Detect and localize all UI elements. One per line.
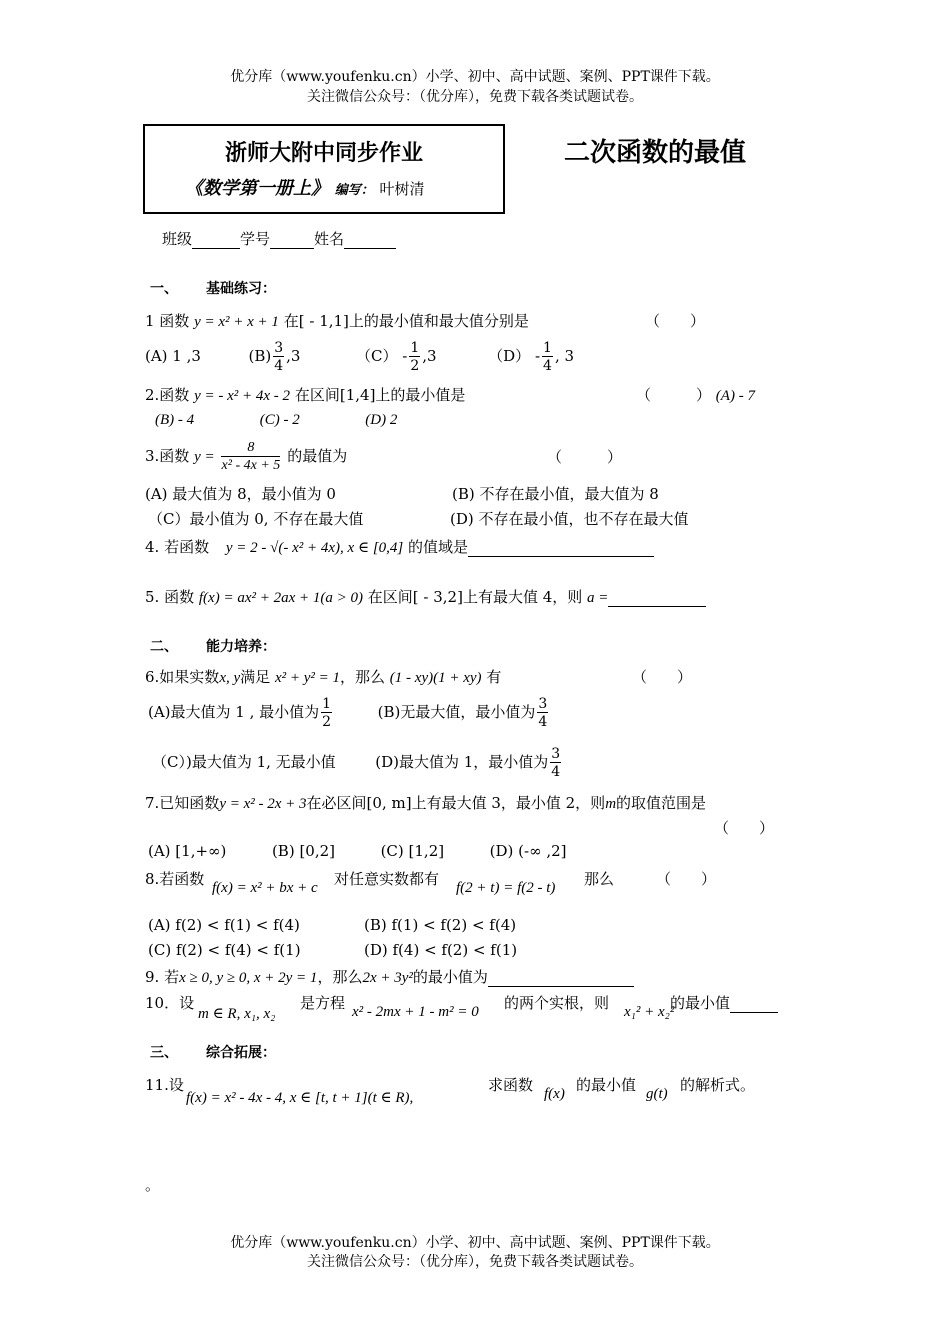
q3-option-b: (B) 不存在最小值，最大值为 8 bbox=[452, 485, 659, 503]
trailing-mark: 。 bbox=[145, 1176, 161, 1194]
q11-expr: f(x) = x² - 4x - 4, x ∈ [t, t + 1](t ∈ R), bbox=[186, 1090, 414, 1106]
q7-answer-paren: （ ） bbox=[714, 819, 775, 837]
q2-option-c: (C) - 2 bbox=[259, 412, 300, 428]
q10-eq: x² - 2mx + 1 - m² = 0 bbox=[352, 1004, 479, 1020]
q2-option-d: (D) 2 bbox=[365, 412, 398, 428]
question-6: 6.如果实数x, y满足 x² + y² = 1，那么 (1 - xy)(1 + xy) 有 bbox=[145, 668, 502, 686]
class-blank[interactable] bbox=[192, 248, 240, 249]
q6-options-row2 bbox=[152, 742, 563, 782]
question-5: 5. 函数 f(x) = ax² + 2ax + 1(a > 0) 在区间[ - 3,2]上有最大值 4，则 a = bbox=[145, 586, 706, 607]
q3-answer-paren: （ ） bbox=[547, 448, 623, 466]
q1-option-b: (B) $\frac{3}{4}$ ,3 bbox=[248, 340, 301, 374]
number-blank[interactable] bbox=[270, 248, 314, 249]
school-title: 浙师大附中同步作业 bbox=[224, 141, 423, 166]
author-name: 叶树清 bbox=[379, 180, 425, 198]
name-label: 姓名 bbox=[314, 230, 345, 248]
q2-answer-paren: （ ） (A) - 7 bbox=[636, 386, 755, 404]
q5-answer-blank[interactable] bbox=[608, 606, 706, 607]
header-line-2: 关注微信公众号：（优分库），免费下载各类试题试卷。 bbox=[307, 89, 643, 105]
footer-line-1: 优分库（www.youfenku.cn）小学、初中、高中试题、案例、PPT课件下载。 bbox=[230, 1235, 720, 1251]
q8-answer-paren: （ ） bbox=[656, 870, 717, 888]
question-8: 8.若函数 bbox=[145, 870, 205, 888]
question-3: 3.函数 y = $\frac{8}{\text{x² - 4x + 5}}$ 的最值为 bbox=[145, 440, 348, 473]
q7-option-d: (D) (-∞ ,2] bbox=[489, 842, 567, 860]
q8-option-d: (D) f(4) < f(2) < f(1) bbox=[364, 941, 518, 959]
q8-expr: f(x) = x² + bx + c bbox=[212, 880, 318, 896]
q3-option-a: (A) 最大值为 8，最小值为 0 bbox=[145, 485, 336, 503]
class-label: 班级 bbox=[162, 230, 193, 248]
q8-option-b: (B) f(1) < f(2) < f(4) bbox=[364, 916, 517, 934]
question-10: 10．设 bbox=[145, 994, 195, 1012]
question-7: 7.已知函数y = x² - 2x + 3在必区间[0, m]上有最大值 3，最小值 2，则m的取值范围是 bbox=[145, 794, 707, 812]
q1-options bbox=[145, 336, 574, 376]
q3-option-c: （C）最小值为 0, 不存在最大值 bbox=[148, 510, 364, 528]
q7-option-a: (A) [1,+∞) bbox=[148, 842, 227, 860]
q8-mid: 对任意实数都有 bbox=[334, 870, 440, 888]
book-title: 《数学第一册上》 bbox=[185, 178, 329, 199]
q6-option-d: (D)最大值为 1，最小值为 $\frac{3}{4}$ bbox=[375, 746, 561, 780]
student-info bbox=[162, 228, 396, 249]
question-9: 9. 若x ≥ 0, y ≥ 0, x + 2y = 1，那么2x + 3y²的最小值为 bbox=[145, 966, 634, 987]
q3-option-d: (D) 不存在最小值，也不存在最大值 bbox=[450, 510, 689, 528]
q11-gt: g(t) bbox=[646, 1086, 668, 1102]
q7-option-b: (B) [0,2] bbox=[271, 842, 336, 860]
q10-post: 的最小值 bbox=[670, 992, 778, 1013]
q6-answer-paren: （ ） bbox=[632, 668, 693, 686]
q10-expr: x₁² + x₂² bbox=[624, 1004, 675, 1020]
q11-post: 的解析式。 bbox=[680, 1076, 756, 1094]
q11-fx: f(x) bbox=[544, 1086, 565, 1102]
q7-option-c: (C) [1,2] bbox=[380, 842, 445, 860]
q1-answer-paren: （ ） bbox=[645, 312, 706, 330]
q6-option-b: (B)无最大值，最小值为 $\frac{3}{4}$ bbox=[377, 696, 548, 730]
header-line-1: 优分库（www.youfenku.cn）小学、初中、高中试题、案例、PPT课件下载。 bbox=[230, 69, 720, 85]
q9-answer-blank[interactable] bbox=[488, 986, 634, 987]
q10-mid2: 的两个实根，则 bbox=[504, 994, 610, 1012]
q10-answer-blank[interactable] bbox=[730, 1012, 778, 1013]
q7-options bbox=[148, 842, 567, 860]
topic-title: 二次函数的最值 bbox=[564, 138, 747, 168]
section-1-heading: 一、 基础练习： bbox=[150, 281, 276, 297]
footer-line-2: 关注微信公众号：（优分库），免费下载各类试题试卷。 bbox=[307, 1254, 643, 1270]
q1-option-d: （D） - $\frac{1}{4}$ , 3 bbox=[488, 340, 575, 374]
question-11-label: 11.设 bbox=[145, 1076, 184, 1094]
number-label: 学号 bbox=[240, 230, 271, 248]
title-box bbox=[143, 124, 505, 214]
q8-post: 那么 bbox=[584, 870, 615, 888]
q6-options-row1 bbox=[148, 692, 550, 732]
q8-option-c: (C) f(2) < f(4) < f(1) bbox=[148, 941, 301, 959]
author-label: 编写： bbox=[334, 183, 374, 198]
question-2: 2.函数 y = - x² + 4x - 2 在区间[1,4]上的最小值是 bbox=[145, 386, 466, 404]
q8-cond: f(2 + t) = f(2 - t) bbox=[456, 880, 556, 896]
q2-option-b: (B) - 4 bbox=[155, 412, 195, 428]
q10-mid: 是方程 bbox=[300, 994, 346, 1012]
q8-option-a: (A) f(2) < f(1) < f(4) bbox=[148, 916, 300, 934]
q11-mid: 求函数 bbox=[488, 1076, 534, 1094]
q6-option-c: （C）)最大值为 1, 无最小值 bbox=[152, 753, 336, 771]
q1-option-c: （C） - $\frac{1}{2}$ ,3 bbox=[356, 340, 437, 374]
name-blank[interactable] bbox=[344, 248, 396, 249]
q11-mid2: 的最小值 bbox=[576, 1076, 637, 1094]
q2-options bbox=[155, 410, 397, 429]
question-4: 4. 若函数 y = 2 - √(- x² + 4x), x ∈ [0,4] 的值域是 bbox=[145, 536, 654, 557]
q4-answer-blank[interactable] bbox=[468, 556, 654, 557]
q2-option-a: (A) - 7 bbox=[715, 388, 755, 404]
q6-option-a: (A)最大值为 1 , 最小值为 $\frac{1}{2}$ bbox=[148, 696, 332, 730]
section-3-heading: 三、 综合拓展： bbox=[150, 1045, 276, 1061]
question-1: 1 函数 y = x² + x + 1 在[ - 1,1]上的最小值和最大值分别是 bbox=[145, 312, 529, 330]
q1-option-a: (A) 1 ,3 bbox=[145, 347, 201, 365]
q10-cond: m ∈ R, x₁, x₂ bbox=[198, 1006, 276, 1022]
section-2-heading: 二、 能力培养： bbox=[150, 639, 276, 655]
